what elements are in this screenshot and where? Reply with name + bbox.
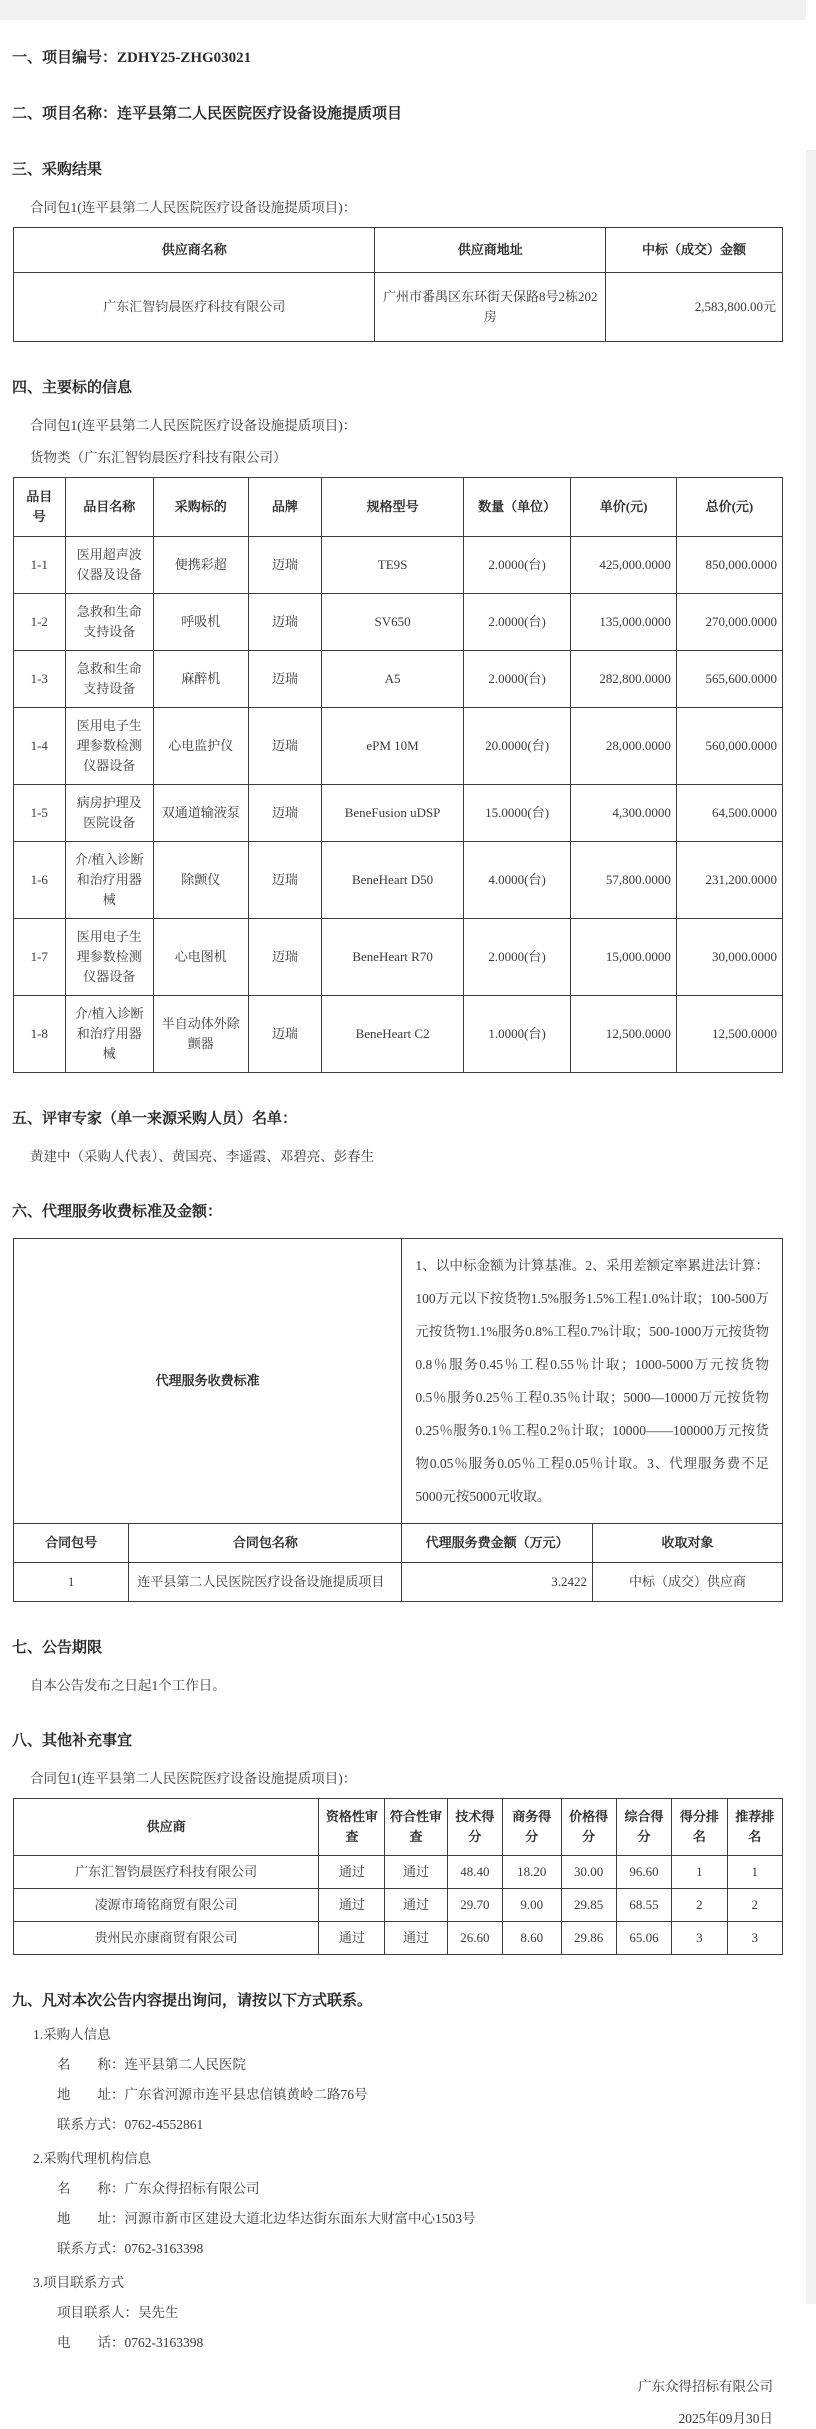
table-cell: 425,000.0000 <box>571 537 676 594</box>
goods-detail-table <box>13 477 783 1073</box>
table-cell: 麻醉机 <box>153 651 248 708</box>
table-cell: 135,000.0000 <box>571 594 676 651</box>
table-cell: 1-3 <box>14 651 66 708</box>
table-cell: 26.60 <box>447 1922 502 1955</box>
table-cell: 4.0000(台) <box>463 842 571 919</box>
table-cell: 2.0000(台) <box>463 594 571 651</box>
column-header: 数量（单位） <box>463 478 571 537</box>
section-title-agency-fee: 六、代理服务收费标准及金额： <box>12 1204 223 1220</box>
table-cell: 231,200.0000 <box>676 842 782 919</box>
table-cell: 广州市番禺区东环街天保路8号2栋202房 <box>375 273 606 342</box>
table-row <box>14 785 783 842</box>
table-cell: 迈瑞 <box>248 708 322 785</box>
table-cell: 282,800.0000 <box>571 651 676 708</box>
table-cell: 呼吸机 <box>153 594 248 651</box>
table-cell: 9.00 <box>503 1889 561 1922</box>
table-cell: 1-8 <box>14 996 66 1073</box>
table-cell: BeneHeart R70 <box>322 919 463 996</box>
table-cell: A5 <box>322 651 463 708</box>
table-cell: 18.20 <box>503 1856 561 1889</box>
table-cell: 3 <box>727 1922 782 1955</box>
table-cell: BeneHeart D50 <box>322 842 463 919</box>
section-title-procurement-result: 三、采购结果 <box>12 162 103 178</box>
table-cell: 64,500.0000 <box>676 785 782 842</box>
procurement-result-table <box>13 227 783 342</box>
table-row <box>14 537 783 594</box>
table-cell: 57,800.0000 <box>571 842 676 919</box>
table-cell: SV650 <box>322 594 463 651</box>
section-title-project-name: 二、项目名称：连平县第二人民医院医疗设备设施提质项目 <box>12 106 403 122</box>
table-cell: 介/植入诊断和治疗用器械 <box>65 842 153 919</box>
table-cell: 1-4 <box>14 708 66 785</box>
table-cell: 2.0000(台) <box>463 537 571 594</box>
table-cell: 48.40 <box>447 1856 502 1889</box>
table-cell: 病房护理及医院设备 <box>65 785 153 842</box>
column-header: 供应商地址 <box>375 228 606 273</box>
expert-names: 黄建中（采购人代表）、黄国亮、李遥霞、邓碧亮、彭春生 <box>30 1149 375 1164</box>
table-header-row <box>14 228 783 273</box>
column-header: 商务得分 <box>503 1799 561 1856</box>
purchaser-contact: 联系方式：0762-4552861 <box>57 2117 204 2132</box>
table-cell: 4,300.0000 <box>571 785 676 842</box>
table-cell: 30,000.0000 <box>676 919 782 996</box>
table-row <box>14 842 783 919</box>
table-cell: 2.0000(台) <box>463 919 571 996</box>
table-cell: 通过 <box>319 1856 385 1889</box>
table-cell: 迈瑞 <box>248 537 322 594</box>
contract-package-line: 合同包1(连平县第二人民医院医疗设备设施提质项目)： <box>30 1771 357 1786</box>
table-cell: 96.60 <box>616 1856 671 1889</box>
table-row <box>14 594 783 651</box>
table-cell: 2,583,800.00元 <box>606 273 783 342</box>
contract-package-line: 合同包1(连平县第二人民医院医疗设备设施提质项目)： <box>30 418 357 433</box>
column-header: 合同包号 <box>14 1524 129 1563</box>
scrollbar-thumb[interactable] <box>806 0 816 150</box>
table-cell: 迈瑞 <box>248 919 322 996</box>
page-top-edge <box>0 0 806 20</box>
table-cell: 3.2422 <box>402 1563 593 1602</box>
column-header: 规格型号 <box>322 478 463 537</box>
table-cell: 28,000.0000 <box>571 708 676 785</box>
table-row <box>14 1856 783 1889</box>
table-cell: TE9S <box>322 537 463 594</box>
table-cell: 560,000.0000 <box>676 708 782 785</box>
table-cell: 1-7 <box>14 919 66 996</box>
table-cell: 迈瑞 <box>248 842 322 919</box>
supplier-score-table <box>13 1798 783 1955</box>
table-cell: 广东汇智钧晨医疗科技有限公司 <box>14 273 375 342</box>
table-header-row <box>14 478 783 537</box>
table-cell: 通过 <box>385 1922 447 1955</box>
table-cell: BeneHeart C2 <box>322 996 463 1073</box>
project-contact-phone: 电 话：0762-3163398 <box>57 2335 204 2350</box>
column-header: 得分排名 <box>672 1799 727 1856</box>
table-cell: 医用超声波仪器及设备 <box>65 537 153 594</box>
table-cell: 连平县第二人民医院医疗设备设施提质项目 <box>129 1563 402 1602</box>
table-cell: 介/植入诊断和治疗用器械 <box>65 996 153 1073</box>
purchaser-info-heading: 1.采购人信息 <box>33 2027 111 2042</box>
table-cell: 30.00 <box>561 1856 616 1889</box>
project-contact-person: 项目联系人：吴先生 <box>57 2305 179 2320</box>
table-cell: 通过 <box>385 1889 447 1922</box>
table-cell: 迈瑞 <box>248 651 322 708</box>
table-cell: 通过 <box>385 1856 447 1889</box>
table-cell: 850,000.0000 <box>676 537 782 594</box>
purchaser-address: 地 址：广东省河源市连平县忠信镇黄岭二路76号 <box>57 2087 368 2102</box>
section-title-announcement-period: 七、公告期限 <box>12 1640 103 1656</box>
table-cell: 20.0000(台) <box>463 708 571 785</box>
agency-contact: 联系方式：0762-3163398 <box>57 2241 204 2256</box>
table-cell: 急救和生命支持设备 <box>65 594 153 651</box>
column-header: 采购标的 <box>153 478 248 537</box>
column-header: 中标（成交）金额 <box>606 228 783 273</box>
table-cell: 3 <box>672 1922 727 1955</box>
table-cell: 12,500.0000 <box>676 996 782 1073</box>
table-row <box>14 651 783 708</box>
table-cell: 除颤仪 <box>153 842 248 919</box>
table-cell: 1 <box>727 1856 782 1889</box>
section-title-other-matters: 八、其他补充事宜 <box>12 1733 133 1749</box>
table-cell: 1-5 <box>14 785 66 842</box>
agency-fee-amount-table <box>13 1523 783 1602</box>
column-header: 品目号 <box>14 478 66 537</box>
column-header: 收取对象 <box>593 1524 783 1563</box>
column-header: 技术得分 <box>447 1799 502 1856</box>
announcement-period-text: 自本公告发布之日起1个工作日。 <box>30 1678 226 1693</box>
table-header-row <box>14 1799 783 1856</box>
table-cell: 15.0000(台) <box>463 785 571 842</box>
table-cell: 1-6 <box>14 842 66 919</box>
table-cell: 中标（成交）供应商 <box>593 1563 783 1602</box>
project-contact-heading: 3.项目联系方式 <box>33 2275 125 2290</box>
table-cell: 心电图机 <box>153 919 248 996</box>
column-header: 供应商名称 <box>14 228 375 273</box>
column-header: 代理服务费金额（万元） <box>402 1524 593 1563</box>
column-header: 总价(元) <box>676 478 782 537</box>
contract-package-line: 合同包1(连平县第二人民医院医疗设备设施提质项目)： <box>30 200 357 215</box>
table-cell: 15,000.0000 <box>571 919 676 996</box>
table-cell: ePM 10M <box>322 708 463 785</box>
table-cell: 2 <box>727 1889 782 1922</box>
table-cell: 270,000.0000 <box>676 594 782 651</box>
section-title-contact: 九、凡对本次公告内容提出询问，请按以下方式联系。 <box>12 1993 373 2009</box>
table-cell: 广东汇智钧晨医疗科技有限公司 <box>14 1856 319 1889</box>
agency-address: 地 址：河源市新市区建设大道北边华达街东面东大财富中心1503号 <box>57 2211 476 2226</box>
footer-date: 2025年09月30日 <box>678 2411 773 2426</box>
table-cell: 8.60 <box>503 1922 561 1955</box>
table-cell: 医用电子生理参数检测仪器设备 <box>65 919 153 996</box>
column-header: 符合性审查 <box>385 1799 447 1856</box>
table-cell: 1 <box>14 1563 129 1602</box>
section-title-review-experts: 五、评审专家（单一来源采购人员）名单： <box>12 1111 298 1127</box>
table-row <box>14 708 783 785</box>
table-cell: 2 <box>672 1889 727 1922</box>
table-cell: 凌源市琦铭商贸有限公司 <box>14 1889 319 1922</box>
table-cell: 1-2 <box>14 594 66 651</box>
column-header: 合同包名称 <box>129 1524 402 1563</box>
table-cell: 65.06 <box>616 1922 671 1955</box>
column-header: 品牌 <box>248 478 322 537</box>
announcement-document <box>0 20 806 2429</box>
table-cell: 半自动体外除颤器 <box>153 996 248 1073</box>
table-cell: 2.0000(台) <box>463 651 571 708</box>
table-header-row <box>14 1524 783 1563</box>
table-row <box>14 919 783 996</box>
table-cell: 1-1 <box>14 537 66 594</box>
table-cell: 急救和生命支持设备 <box>65 651 153 708</box>
table-cell: 通过 <box>319 1889 385 1922</box>
goods-category-line: 货物类（广东汇智钧晨医疗科技有限公司） <box>30 450 287 465</box>
table-cell: 迈瑞 <box>248 785 322 842</box>
table-cell: 68.55 <box>616 1889 671 1922</box>
table-cell: 1 <box>672 1856 727 1889</box>
table-row <box>14 996 783 1073</box>
table-cell: 心电监护仪 <box>153 708 248 785</box>
fee-standard-text: 1、以中标金额为计算基准。2、采用差额定率累进法计算：100万元以下按货物1.5%服务1.5%工程1.0%计取；100-500万元按货物1.1%服务0.8%工程0.7%计取；500-1000万元按货物0.8％服务0.45％工程0.55％计取；1000-5000万元按货物0.5％服务0.25％工程0.35％计取；5000—10000万元按货物0.25％服务0.1％工程0.2％计取；10000——100000万元按货物0.05％服务0.05％工程0.05％计取。3、代理服务费不足5000元按5000元收取。 <box>402 1239 783 1524</box>
table-cell: 1.0000(台) <box>463 996 571 1073</box>
section-title-project-number: 一、项目编号：ZDHY25-ZHG03021 <box>12 50 252 66</box>
table-cell: 迈瑞 <box>248 996 322 1073</box>
table-cell: 29.86 <box>561 1922 616 1955</box>
column-header: 综合得分 <box>616 1799 671 1856</box>
table-row <box>14 273 783 342</box>
table-row <box>14 1889 783 1922</box>
table-cell: BeneFusion uDSP <box>322 785 463 842</box>
section-title-main-subject-info: 四、主要标的信息 <box>12 380 133 396</box>
column-header: 供应商 <box>14 1799 319 1856</box>
table-row <box>14 1239 783 1524</box>
table-cell: 12,500.0000 <box>571 996 676 1073</box>
table-cell: 29.85 <box>561 1889 616 1922</box>
table-row <box>14 1563 783 1602</box>
fee-standard-label: 代理服务收费标准 <box>14 1239 402 1524</box>
table-cell: 贵州民亦康商贸有限公司 <box>14 1922 319 1955</box>
table-cell: 通过 <box>319 1922 385 1955</box>
scrollbar-track[interactable] <box>806 150 816 2304</box>
column-header: 推荐排名 <box>727 1799 782 1856</box>
footer-company: 广东众得招标有限公司 <box>638 2379 773 2394</box>
agency-name: 名 称：广东众得招标有限公司 <box>57 2181 260 2196</box>
table-cell: 迈瑞 <box>248 594 322 651</box>
agency-fee-standard-table <box>13 1238 783 1524</box>
agency-info-heading: 2.采购代理机构信息 <box>33 2151 152 2166</box>
column-header: 资格性审查 <box>319 1799 385 1856</box>
table-cell: 便携彩超 <box>153 537 248 594</box>
table-cell: 医用电子生理参数检测仪器设备 <box>65 708 153 785</box>
table-cell: 29.70 <box>447 1889 502 1922</box>
table-cell: 双通道输液泵 <box>153 785 248 842</box>
table-cell: 565,600.0000 <box>676 651 782 708</box>
purchaser-name: 名 称：连平县第二人民医院 <box>57 2057 246 2072</box>
column-header: 品目名称 <box>65 478 153 537</box>
table-row <box>14 1922 783 1955</box>
column-header: 单价(元) <box>571 478 676 537</box>
column-header: 价格得分 <box>561 1799 616 1856</box>
